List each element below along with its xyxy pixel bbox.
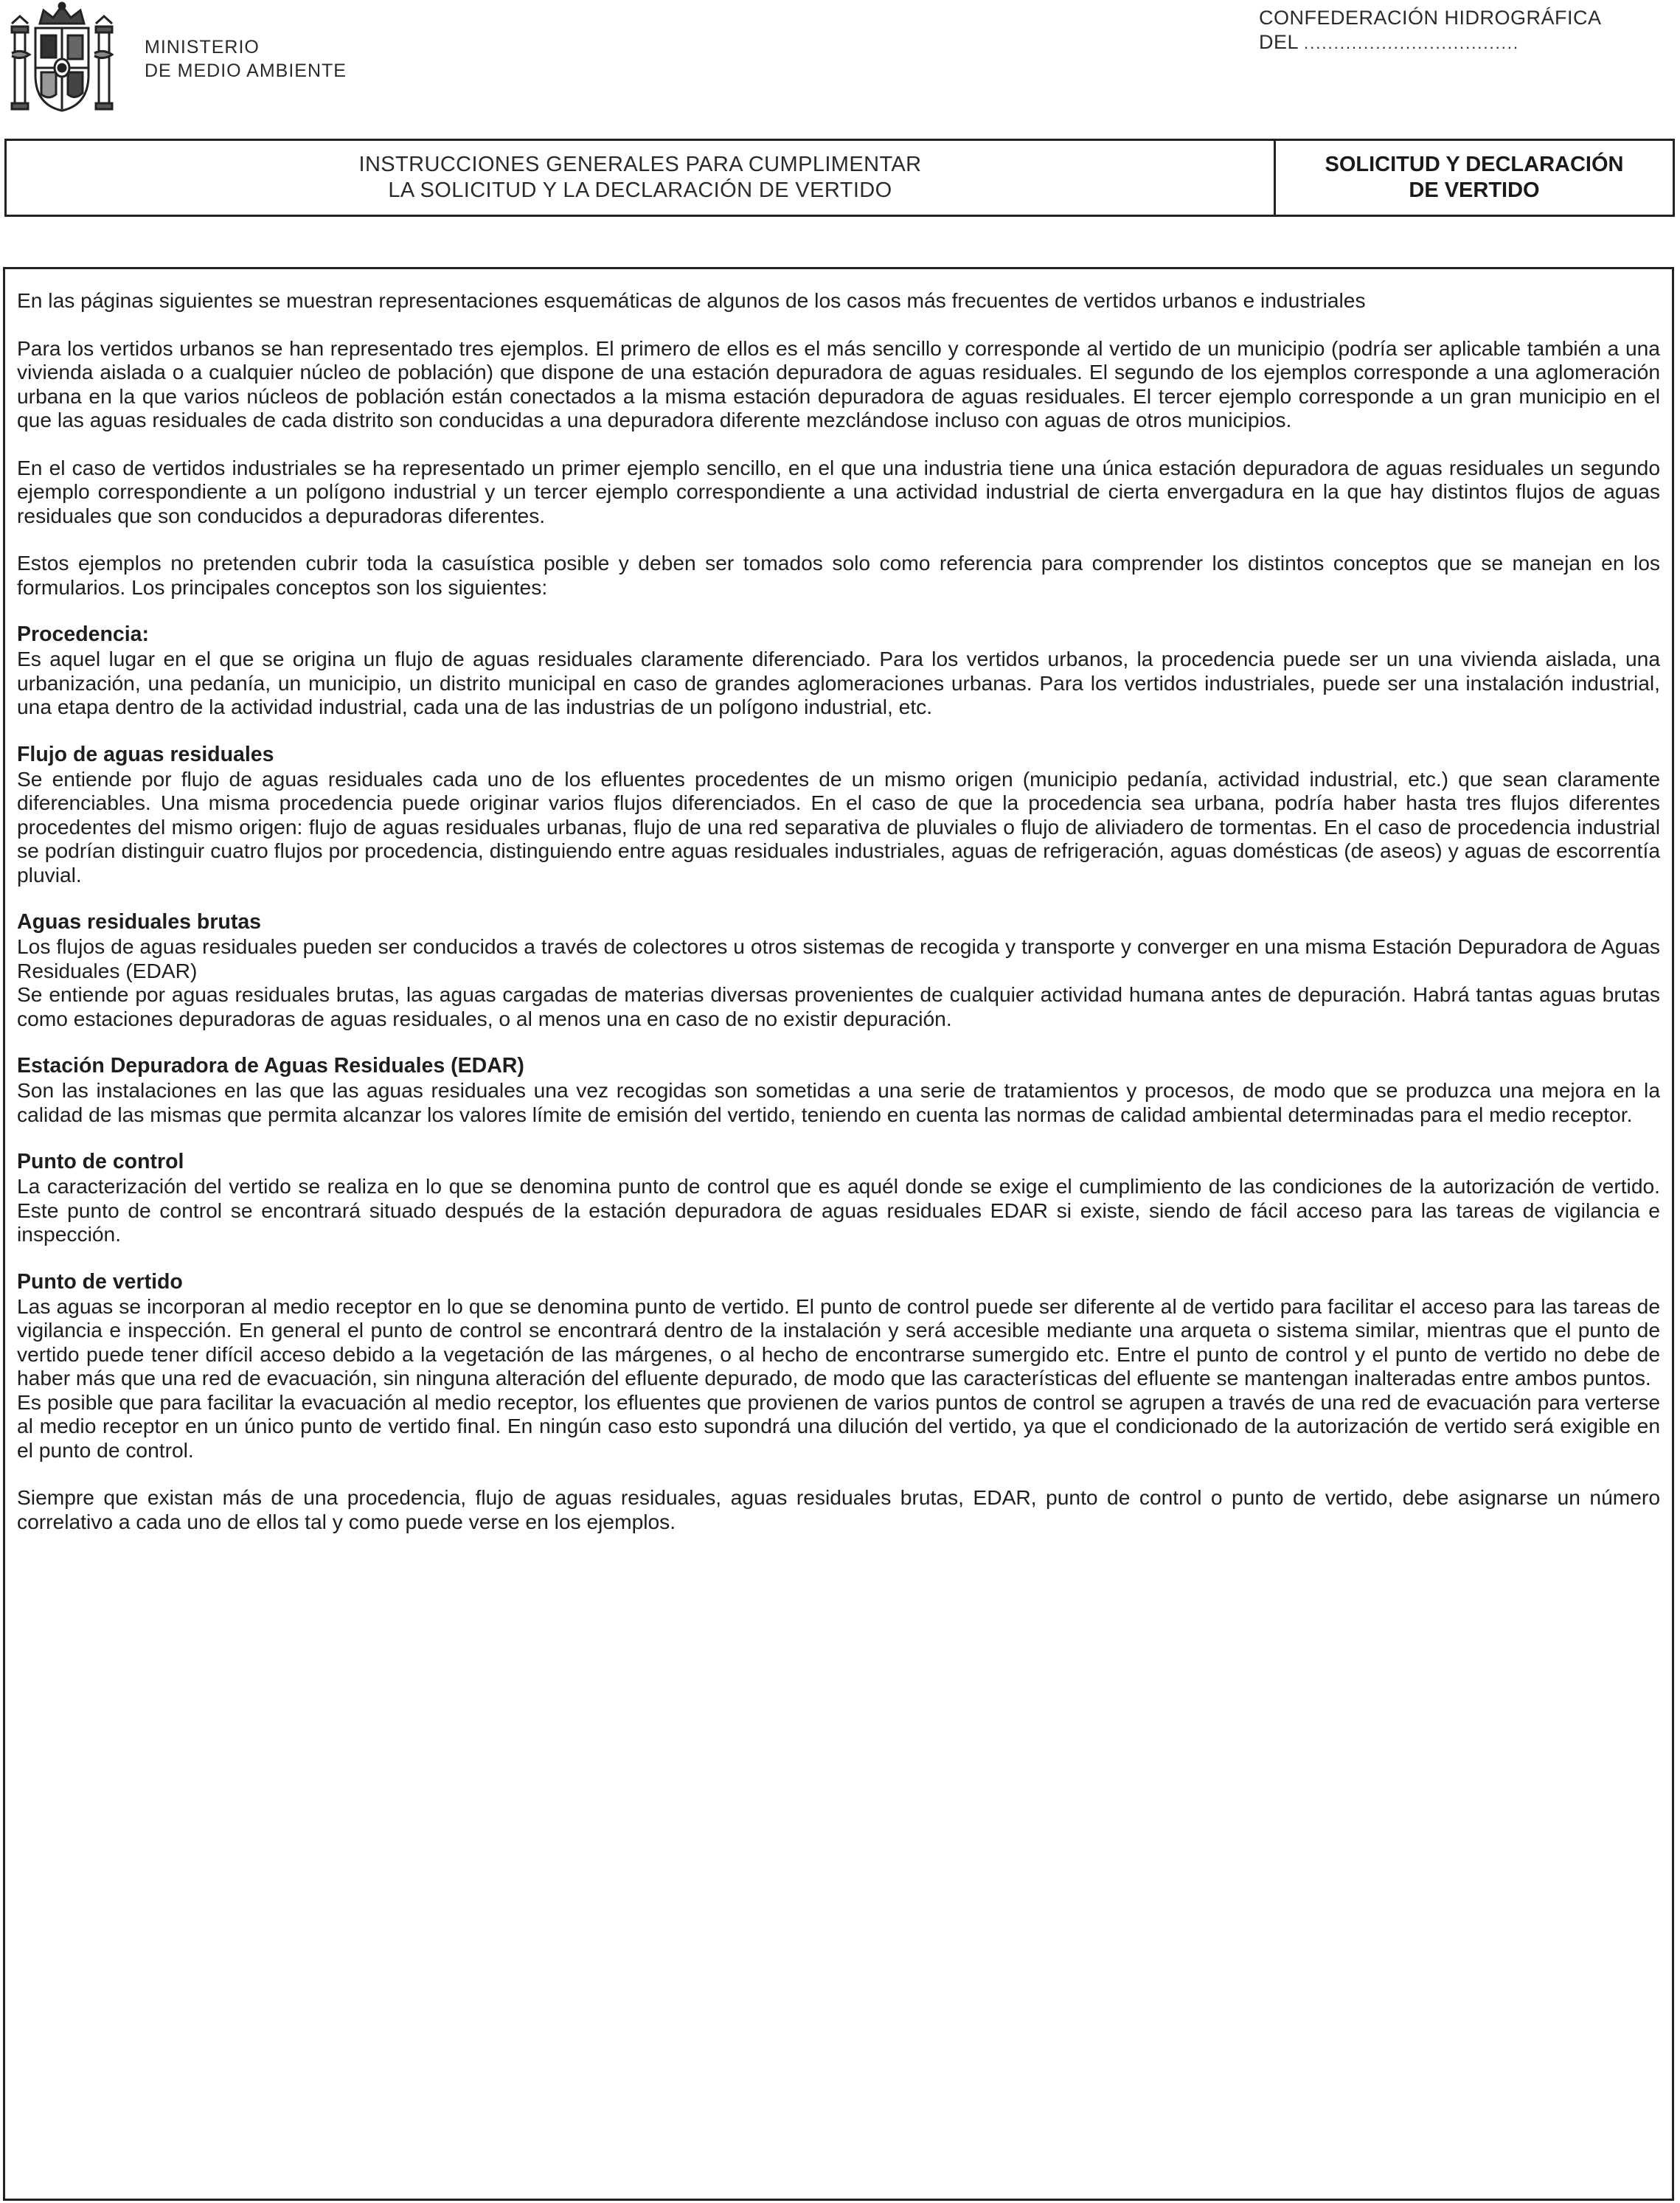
form-title-line-2: DE VERTIDO [1409, 178, 1540, 202]
section-heading: Estación Depuradora de Aguas Residuales (EDAR) [17, 1054, 524, 1078]
section-text: Se entiende por flujo de aguas residuales cada uno de los efluentes procedentes de un mismo origen (municipio pedanía, actividad industrial, etc.) que sean claramente diferenciables. Una misma procedencia puede originar varios flujos diferenciados. En el caso de que la procedencia sea urbana, podría haber hasta tres flujos diferentes procedentes del mismo origen: flujo de aguas residuales urbanas, flujo de una red separativa de pluviales o flujo de aliviadero de tormentas. En el caso de procedencia industrial se podrían distinguir cuatro flujos por procedencia, distinguiendo entre aguas residuales industriales, aguas de refrigeración, aguas domésticas (de aseos) y aguas de escorrentía pluvial. [17, 766, 1660, 887]
intro-paragraph-1: En las páginas siguientes se muestran representaciones esquemáticas de algunos de los casos más frecuentes de vertidos urbanos e industriales [17, 288, 1366, 312]
section-text: Los flujos de aguas residuales pueden ser conducidos a través de colectores u otros sistemas de recogida y transporte y converger en una misma Estación Depuradora de Aguas Residuales (EDAR) [17, 934, 1660, 982]
instructions-title-line-1: INSTRUCCIONES GENERALES PARA CUMPLIMENTAR [358, 153, 922, 176]
section-flujo [17, 743, 1660, 887]
section-aguas-brutas [17, 910, 1660, 1030]
section-text: La caracterización del vertido se realiza en lo que se denomina punto de control que es aquél donde se exige el cumplimiento de las condiciones de la autorización de vertido. Este punto de control se encontrará situado después de la estación depuradora de aguas residuales EDAR si existe, siendo de fácil acceso para las tareas de vigilancia e inspección. [17, 1174, 1660, 1246]
section-procedencia [17, 622, 1660, 719]
section-text: Las aguas se incorporan al medio receptor en lo que se denomina punto de vertido. El punto de control puede ser diferente al de vertido para facilitar el acceso para las tareas de vigilancia e inspección. En general el punto de control se encontrará dentro de la instalación y será accesible mediante una arqueta o sistema similar, mientras que el punto de vertido puede tener difícil acceso debido a la vegetación de las márgenes, o al hecho de encontrarse sumergido etc. Entre el punto de control y el punto de vertido no debe de haber más que una red de evacuación, sin ninguna alteración del efluente depurado, de modo que las características del efluente se mantengan inalteradas entre ambos puntos. [17, 1294, 1660, 1390]
ministry-line-1: MINISTERIO [145, 37, 260, 58]
spain-coat-of-arms-icon [10, 1, 114, 116]
intro-paragraph-2: Para los vertidos urbanos se han representado tres ejemplos. El primero de ellos es el más sencillo y corresponde al vertido de un municipio (podría ser aplicable también a una vivienda aislada o a cualquier núcleo de población) que dispone de una estación depuradora de aguas residuales. El segundo de los ejemplos corresponde a una aglomeración urbana en la que varios núcleos de población están conectados a la misma estación depuradora de aguas residuales. El tercer ejemplo corresponde a un gran municipio en el que las aguas residuales de cada distrito son conducidas a una depuradora diferente mezclándose incluso con aguas de otros municipios. [17, 336, 1660, 431]
confederation-del-label: DEL [1259, 31, 1299, 53]
section-heading: Flujo de aguas residuales [17, 742, 274, 766]
closing-paragraph: Siempre que existan más de una procedencia, flujo de aguas residuales, aguas residuales brutas, EDAR, punto de control o punto de vertido, debe asignarse un número correlativo a cada uno de ellos tal y como puede verse en los ejemplos. [17, 1485, 1660, 1533]
section-text: Es aquel lugar en el que se origina un flujo de aguas residuales claramente diferenciado. Para los vertidos urbanos, la procedencia puede ser un una vivienda aislada, una urbanización, una pedanía, un municipio, un distrito municipal en caso de grandes aglomeraciones urbanas. Para los vertidos industriales, puede ser una instalación industrial, una etapa dentro de la actividad industrial, cada una de las industrias de un polígono industrial, etc. [17, 647, 1660, 718]
form-title [1274, 141, 1673, 215]
section-text: Es posible que para facilitar la evacuación al medio receptor, los efluentes que provienen de varios puntos de control se agrupen a través de una red de evacuación para verterse al medio receptor en un único punto de vertido final. En ningún caso esto supondrá una dilución del vertido, ya que el condicionado de la autorización de vertido será exigible en el punto de control. [17, 1390, 1660, 1462]
instructions-title-line-2: LA SOLICITUD Y LA DECLARACIÓN DE VERTIDO [388, 178, 892, 202]
section-edar [17, 1054, 1660, 1126]
ministry-line-2: DE MEDIO AMBIENTE [145, 60, 347, 81]
section-heading: Procedencia: [17, 622, 149, 646]
intro-paragraph-4: Estos ejemplos no pretenden cubrir toda la casuística posible y deben ser tomados solo como referencia para comprender los distintos conceptos que se manejan en los formularios. Los principales conceptos son los siguientes: [17, 551, 1660, 599]
intro-paragraph-3: En el caso de vertidos industriales se ha representado un primer ejemplo sencillo, en el que una industria tiene una única estación depuradora de aguas residuales un segundo ejemplo correspondiente a un polígono industrial y un tercer ejemplo correspondiente a una actividad industrial de cierta envergadura en la que hay distintos flujos de aguas residuales que son conducidos a depuradoras diferentes. [17, 455, 1660, 527]
section-text: Se entiende por aguas residuales brutas, las aguas cargadas de materias diversas provenientes de cualquier actividad humana antes de depuración. Habrá tantas aguas brutas como estaciones depuradoras de aguas residuales, o al menos una en caso de no existir depuración. [17, 982, 1660, 1030]
instructions-title [7, 141, 1274, 215]
form-title-line-1: SOLICITUD Y DECLARACIÓN [1325, 153, 1624, 176]
page-header [0, 0, 1680, 133]
section-heading: Punto de control [17, 1150, 184, 1173]
section-heading: Aguas residuales brutas [17, 910, 262, 934]
section-heading: Punto de vertido [17, 1269, 183, 1294]
title-box [4, 139, 1675, 217]
instructions-body [3, 267, 1674, 2201]
ministry-name [145, 35, 347, 83]
confederation-block [1259, 6, 1602, 55]
confederation-blank-field[interactable]: .................................... [1304, 34, 1520, 52]
confederation-line-1: CONFEDERACIÓN HIDROGRÁFICA [1259, 7, 1602, 29]
confederation-line-2 [1259, 30, 1602, 55]
section-punto-vertido [17, 1270, 1660, 1463]
section-text: Son las instalaciones en las que las aguas residuales una vez recogidas son sometidas a una serie de tratamientos y procesos, de modo que se produzca una mejora en la calidad de las mismas que permita alcanzar los valores límite de emisión del vertido, teniendo en cuenta las normas de calidad ambiental determinadas para el medio receptor. [17, 1078, 1660, 1126]
section-punto-control [17, 1150, 1660, 1246]
